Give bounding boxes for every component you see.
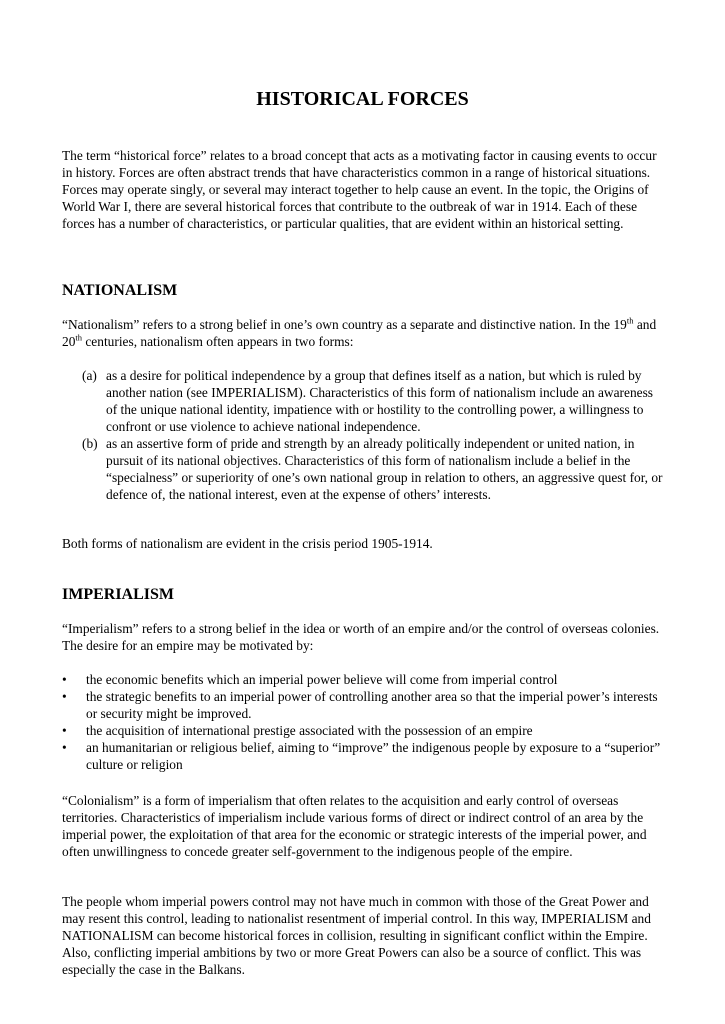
bullet-icon: •: [62, 672, 67, 687]
nationalism-form-item: [82, 367, 665, 435]
motive-text: an humanitarian or religious belief, aiming to “improve” the indigenous people by exposure to a “superior” culture or religion: [86, 740, 661, 772]
nationalism-intro-text-a: “Nationalism” refers to a strong belief in one’s own country as a separate and distinctive nation. In the 19: [62, 317, 627, 332]
intro-paragraph: The term “historical force” relates to a broad concept that acts as a motivating factor in causing events to occur in history. Forces are often abstract trends that have characteristics common in a range of historical situations. Forces may operate singly, or several may interact together to help cause an event. In the topic, the Origins of World War I, there are several historical forces that contribute to the outbreak of war in 1914. Each of these forces has a number of characteristics, or particular qualities, that are evident within an historical setting.: [62, 148, 657, 231]
motive-item: [62, 688, 665, 722]
nationalism-heading: NATIONALISM: [62, 282, 178, 299]
bullet-icon: •: [62, 723, 67, 738]
bullet-icon: •: [62, 740, 67, 755]
motive-text: the acquisition of international prestige associated with the possession of an empire: [86, 723, 533, 738]
nationalism-forms-list: [82, 367, 665, 503]
list-marker: (a): [82, 368, 97, 383]
imperialism-intro: “Imperialism” refers to a strong belief in the idea or worth of an empire and/or the control of overseas colonies. The desire for an empire may be motivated by:: [62, 621, 660, 653]
nationalism-intro-text-b: and 20: [62, 317, 657, 349]
imperialism-motives-list: [62, 671, 665, 773]
nationalism-intro: [62, 316, 665, 350]
conflict-paragraph: The people whom imperial powers control may not have much in common with those of the Great Power and may resent this control, leading to nationalist resentment of imperial control. In this way, IMPERIALISM and NATIONALISM can become historical forces in collision, resulting in significant conflict within the Empire. Also, conflicting imperial ambitions by two or more Great Powers can also be a source of conflict. This was especially the case in the Balkans.: [62, 894, 651, 977]
motive-text: the strategic benefits to an imperial power of controlling another area so that the imperial power’s interests or security might be improved.: [86, 689, 658, 721]
superscript-th-1: th: [626, 315, 634, 326]
list-marker: (b): [82, 436, 98, 451]
imperialism-heading: IMPERIALISM: [62, 586, 175, 603]
nationalism-form-text: as an assertive form of pride and strength by an already politically independent or united nation, in pursuit of its national objectives. Characteristics of this form of nationalism include a belief in the “specialness” or superiority of one’s own national group in relation to others, an aggressive quest for, or defence of, the national interest, even at the expense of others’ interests.: [106, 436, 663, 502]
motive-item: [62, 739, 665, 773]
superscript-th-2: th: [75, 332, 83, 343]
colonialism-paragraph: “Colonialism” is a form of imperialism that often relates to the acquisition and early control of overseas territories. Characteristics of imperialism include various forms of direct or indirect control of an area by the imperial power, the exploitation of that area for the economic or strategic interests of the imperial power, and often unwillingness to concede greater self-government to the indigenous people of the empire.: [62, 793, 647, 859]
motive-item: [62, 722, 665, 739]
nationalism-intro-text-c: centuries, nationalism often appears in two forms:: [82, 334, 354, 349]
nationalism-conclusion: Both forms of nationalism are evident in the crisis period 1905-1914.: [62, 536, 433, 551]
bullet-icon: •: [62, 689, 67, 704]
motive-text: the economic benefits which an imperial power believe will come from imperial control: [86, 672, 558, 687]
nationalism-form-text: as a desire for political independence by a group that defines itself as a nation, but which is ruled by another nation (see IMPERIALISM). Characteristics of this form of nationalism include an awareness of the unique national identity, impatience with or hostility to the controlling power, a willingness to confront or use violence to achieve national independence.: [106, 368, 654, 434]
nationalism-form-item: [82, 435, 665, 503]
motive-item: [62, 671, 665, 688]
page-title: HISTORICAL FORCES: [256, 88, 469, 110]
